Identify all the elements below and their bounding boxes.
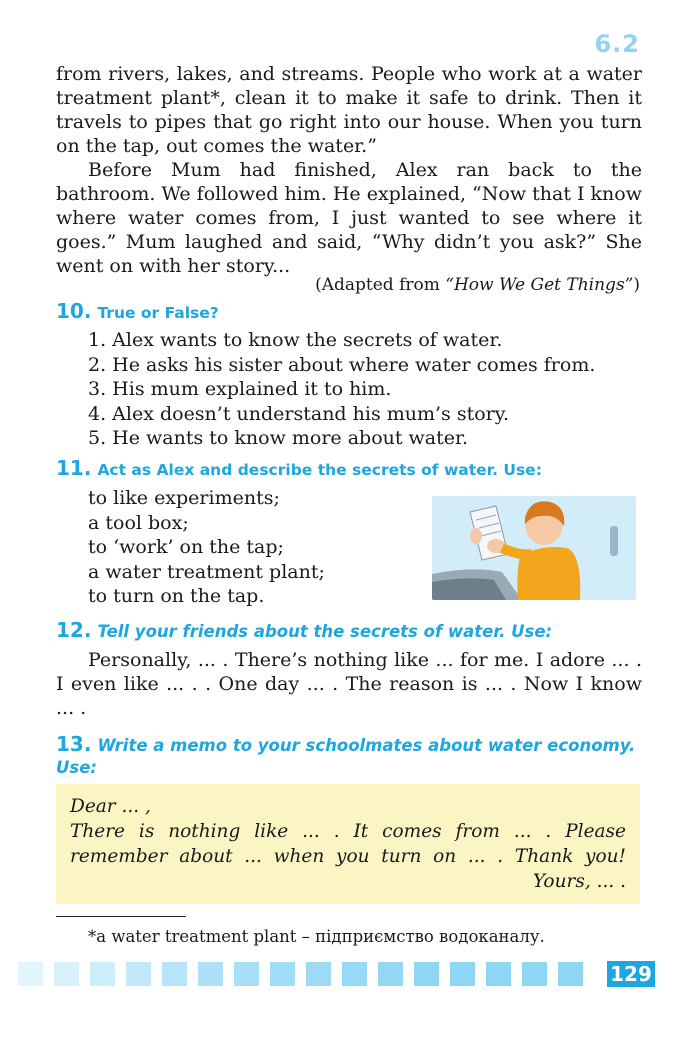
source-prefix: (Adapted from bbox=[315, 275, 446, 295]
list-item: to ‘work’ on the tap; bbox=[88, 536, 284, 558]
list-item: to turn on the tap. bbox=[88, 585, 265, 607]
list-item: 4. Alex doesn’t understand his mum’s story. bbox=[88, 402, 509, 425]
decor-square bbox=[450, 962, 475, 986]
section-number: 6.2 bbox=[594, 30, 640, 58]
memo-greeting: Dear ... , bbox=[70, 796, 151, 817]
story-paragraph-2: Before Mum had finished, Alex ran back to the bathroom. We followed him. He explained, “Now that I know where water comes from, I just wanted to see where it goes.” Mum laughed and said, “Why didn’t you ask?” She went on with her story... bbox=[56, 159, 642, 277]
exercise-11-heading bbox=[56, 457, 656, 481]
story-text bbox=[56, 62, 642, 278]
exercise-10-heading bbox=[56, 300, 656, 324]
decor-square bbox=[18, 962, 43, 986]
list-item: a tool box; bbox=[88, 511, 189, 534]
memo-closing: Yours, ... . bbox=[532, 871, 626, 892]
list-item: 3. His mum explained it to him. bbox=[88, 378, 392, 400]
page-number: 129 bbox=[607, 961, 655, 987]
exercise-10-list bbox=[88, 328, 595, 451]
footnote-divider bbox=[56, 916, 186, 917]
exercise-title: True or False? bbox=[97, 304, 219, 322]
decor-square bbox=[90, 962, 115, 986]
decor-square bbox=[198, 962, 223, 986]
decor-square bbox=[162, 962, 187, 986]
exercise-title: Act as Alex and describe the secrets of water. Use: bbox=[97, 461, 542, 479]
memo-box bbox=[56, 784, 640, 904]
exercise-number: 12. bbox=[56, 618, 92, 642]
memo-body: There is nothing like ... . It comes from ... . Please remember about ... when you turn on ... . Thank you! bbox=[70, 821, 626, 867]
list-item: 1. Alex wants to know the secrets of water. bbox=[88, 329, 503, 351]
exercise-title: Tell your friends about the secrets of water. Use: bbox=[97, 622, 553, 641]
decor-square bbox=[270, 962, 295, 986]
decor-square bbox=[522, 962, 547, 986]
exercise-title: Write a memo to your schoolmates about water economy. Use: bbox=[56, 736, 636, 777]
source-title: “How We Get Things” bbox=[445, 275, 634, 295]
story-paragraph-1: from rivers, lakes, and streams. People who work at a water treatment plant*, clean it to make it safe to drink. Then it travels to pipes that go right into our house. When you turn on the tap, out comes the water.” bbox=[56, 63, 642, 157]
list-item: to like experiments; bbox=[88, 487, 280, 509]
decor-square bbox=[486, 962, 511, 986]
list-item: 2. He asks his sister about where water comes from. bbox=[88, 353, 596, 376]
decor-square bbox=[126, 962, 151, 986]
exercise-12-line-1: Personally, ... . There’s nothing like ... for me. I adore ... . bbox=[88, 649, 642, 671]
boy-reading-illustration bbox=[432, 496, 636, 600]
footnote: *a water treatment plant – підприємство водоканалу. bbox=[88, 927, 545, 946]
decor-square bbox=[306, 962, 331, 986]
exercise-12-heading bbox=[56, 619, 656, 643]
exercise-12-line-2: I even like ... . . One day ... . The reason is ... . Now I know ... . bbox=[56, 673, 642, 719]
story-source bbox=[315, 273, 640, 297]
decor-square bbox=[378, 962, 403, 986]
exercise-11-list bbox=[88, 486, 325, 609]
decor-square bbox=[54, 962, 79, 986]
exercise-number: 11. bbox=[56, 456, 92, 480]
exercise-number: 13. bbox=[56, 732, 92, 756]
source-suffix: ) bbox=[633, 275, 640, 295]
list-item: a water treatment plant; bbox=[88, 560, 325, 583]
decor-square bbox=[414, 962, 439, 986]
decor-square bbox=[234, 962, 259, 986]
exercise-13-heading bbox=[56, 733, 656, 779]
exercise-12-text bbox=[56, 648, 642, 720]
boy-reading-image bbox=[432, 496, 636, 600]
list-item: 5. He wants to know more about water. bbox=[88, 427, 469, 449]
exercise-number: 10. bbox=[56, 299, 92, 323]
decor-square bbox=[342, 962, 367, 986]
decor-square bbox=[558, 962, 583, 986]
decorative-squares bbox=[18, 962, 583, 986]
